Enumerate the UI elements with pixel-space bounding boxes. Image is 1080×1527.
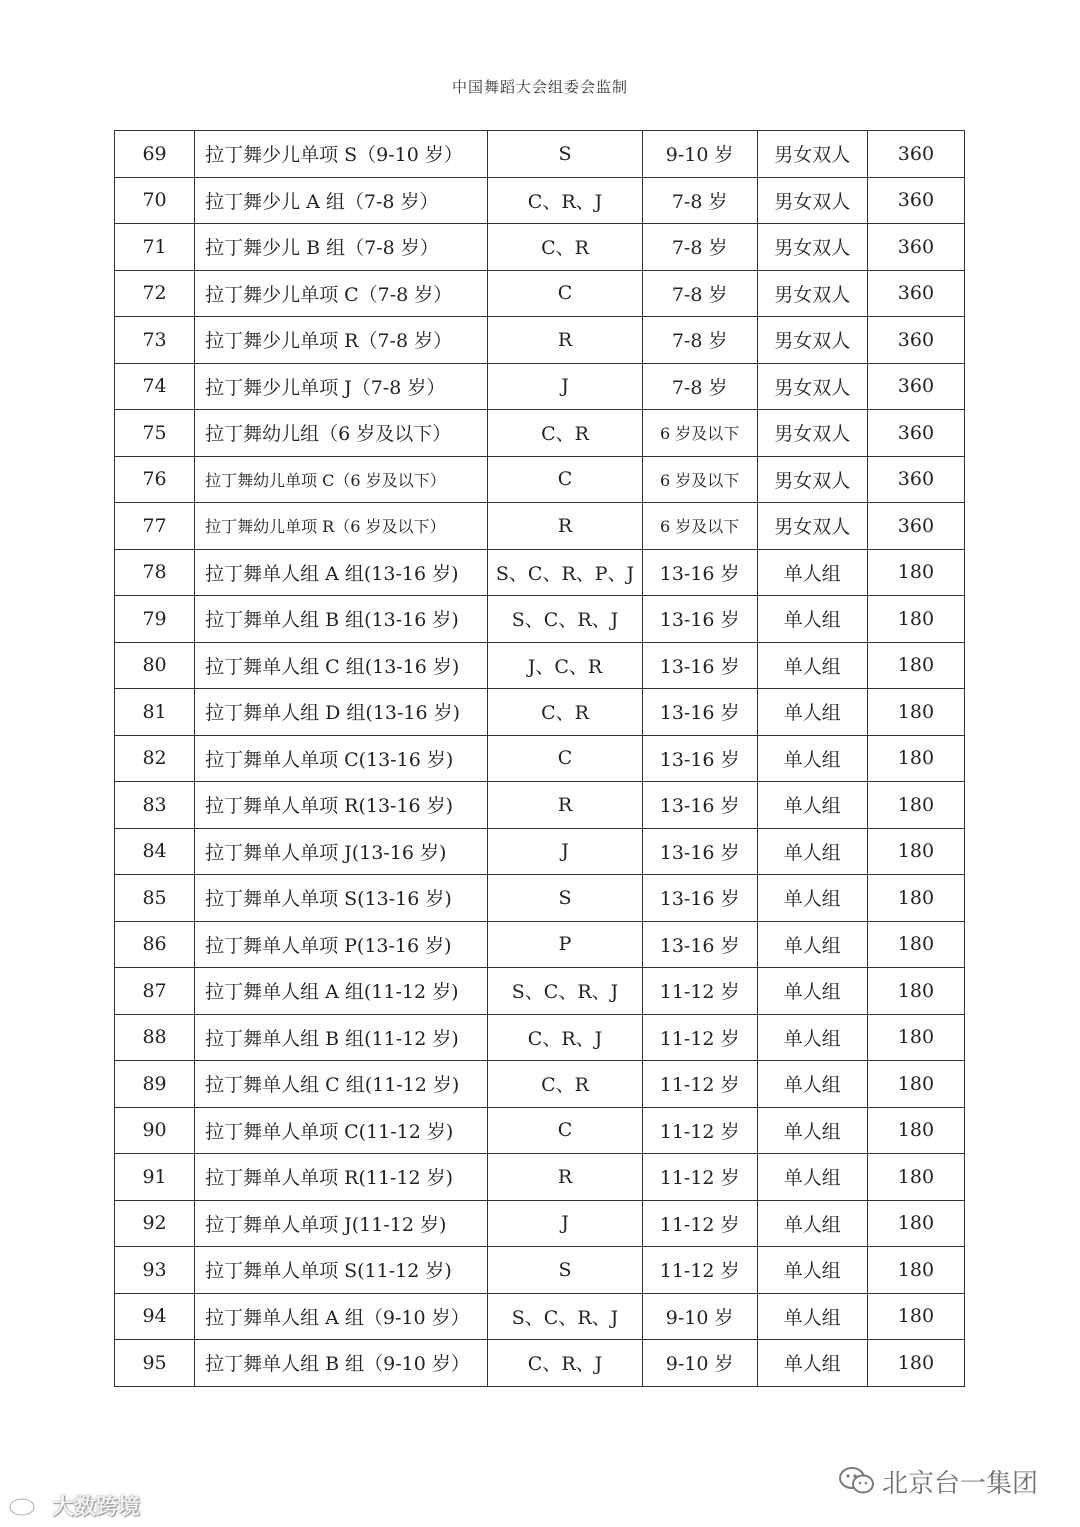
cell-dances: S、C、R、J	[488, 1293, 642, 1340]
cell-age-group: 11-12 岁	[642, 1107, 757, 1154]
cell-group-type: 单人组	[757, 921, 867, 968]
cell-number: 79	[115, 596, 195, 643]
cell-group-type: 男女双人	[757, 131, 867, 178]
cell-fee: 180	[867, 596, 964, 643]
events-table	[114, 130, 965, 1387]
table-row	[115, 503, 965, 550]
cell-fee: 180	[867, 1014, 964, 1061]
table-row	[115, 131, 965, 178]
cell-group-type: 男女双人	[757, 317, 867, 364]
cell-number: 86	[115, 921, 195, 968]
cell-event-name: 拉丁舞单人组 D 组(13-16 岁)	[195, 689, 488, 736]
cell-fee: 360	[867, 503, 964, 550]
cell-event-name: 拉丁舞幼儿单项 R（6 岁及以下）	[195, 503, 488, 550]
table-row	[115, 642, 965, 689]
cell-event-name: 拉丁舞单人单项 S(11-12 岁)	[195, 1247, 488, 1294]
cell-fee: 180	[867, 642, 964, 689]
table-row	[115, 363, 965, 410]
cell-number: 70	[115, 177, 195, 224]
cell-fee: 180	[867, 549, 964, 596]
cell-dances: S、C、R、J	[488, 596, 642, 643]
cell-number: 72	[115, 270, 195, 317]
cell-fee: 180	[867, 828, 964, 875]
cell-age-group: 9-10 岁	[642, 1340, 757, 1387]
table-row	[115, 1340, 965, 1387]
cell-dances: C	[488, 456, 642, 503]
cell-group-type: 单人组	[757, 1014, 867, 1061]
cell-dances: C	[488, 270, 642, 317]
cell-fee: 180	[867, 782, 964, 829]
cell-age-group: 11-12 岁	[642, 1154, 757, 1201]
cell-number: 93	[115, 1247, 195, 1294]
table-row	[115, 177, 965, 224]
cell-fee: 180	[867, 1107, 964, 1154]
watermark-wechat	[838, 1461, 1038, 1501]
cell-fee: 180	[867, 1340, 964, 1387]
table-row	[115, 456, 965, 503]
table-row	[115, 1247, 965, 1294]
cell-fee: 180	[867, 875, 964, 922]
cell-event-name: 拉丁舞少儿单项 S（9-10 岁）	[195, 131, 488, 178]
cell-number: 94	[115, 1293, 195, 1340]
weibo-icon	[8, 1492, 48, 1518]
cell-number: 87	[115, 968, 195, 1015]
table-row	[115, 549, 965, 596]
cell-dances: J	[488, 363, 642, 410]
cell-dances: R	[488, 1154, 642, 1201]
cell-fee: 360	[867, 224, 964, 271]
cell-age-group: 13-16 岁	[642, 642, 757, 689]
cell-group-type: 男女双人	[757, 363, 867, 410]
cell-dances: J	[488, 1200, 642, 1247]
cell-event-name: 拉丁舞少儿单项 C（7-8 岁）	[195, 270, 488, 317]
cell-dances: C	[488, 735, 642, 782]
cell-event-name: 拉丁舞单人单项 S(13-16 岁)	[195, 875, 488, 922]
cell-age-group: 7-8 岁	[642, 363, 757, 410]
cell-group-type: 单人组	[757, 1154, 867, 1201]
cell-fee: 180	[867, 1061, 964, 1108]
cell-dances: P	[488, 921, 642, 968]
cell-dances: J、C、R	[488, 642, 642, 689]
cell-group-type: 单人组	[757, 735, 867, 782]
cell-group-type: 单人组	[757, 1340, 867, 1387]
cell-number: 69	[115, 131, 195, 178]
cell-age-group: 11-12 岁	[642, 1200, 757, 1247]
cell-age-group: 7-8 岁	[642, 177, 757, 224]
cell-age-group: 11-12 岁	[642, 1061, 757, 1108]
cell-age-group: 6 岁及以下	[642, 503, 757, 550]
cell-number: 95	[115, 1340, 195, 1387]
cell-age-group: 13-16 岁	[642, 782, 757, 829]
cell-dances: C、R	[488, 224, 642, 271]
cell-dances: C、R、J	[488, 177, 642, 224]
cell-fee: 360	[867, 317, 964, 364]
cell-fee: 180	[867, 1293, 964, 1340]
cell-event-name: 拉丁舞少儿单项 J（7-8 岁）	[195, 363, 488, 410]
cell-event-name: 拉丁舞单人组 A 组（9-10 岁）	[195, 1293, 488, 1340]
cell-group-type: 单人组	[757, 782, 867, 829]
cell-age-group: 11-12 岁	[642, 968, 757, 1015]
cell-dances: S	[488, 875, 642, 922]
cell-number: 90	[115, 1107, 195, 1154]
cell-group-type: 男女双人	[757, 456, 867, 503]
cell-age-group: 7-8 岁	[642, 224, 757, 271]
cell-group-type: 单人组	[757, 549, 867, 596]
cell-number: 75	[115, 410, 195, 457]
cell-dances: C、R	[488, 689, 642, 736]
events-table-body	[115, 131, 965, 1387]
cell-group-type: 单人组	[757, 1061, 867, 1108]
cell-group-type: 单人组	[757, 689, 867, 736]
cell-fee: 180	[867, 968, 964, 1015]
cell-number: 73	[115, 317, 195, 364]
cell-fee: 360	[867, 363, 964, 410]
cell-group-type: 单人组	[757, 828, 867, 875]
cell-number: 85	[115, 875, 195, 922]
cell-dances: C、R	[488, 410, 642, 457]
cell-group-type: 单人组	[757, 875, 867, 922]
cell-age-group: 11-12 岁	[642, 1247, 757, 1294]
table-row	[115, 317, 965, 364]
cell-event-name: 拉丁舞幼儿组（6 岁及以下）	[195, 410, 488, 457]
cell-fee: 360	[867, 270, 964, 317]
cell-number: 88	[115, 1014, 195, 1061]
table-row	[115, 224, 965, 271]
cell-group-type: 单人组	[757, 596, 867, 643]
table-row	[115, 782, 965, 829]
cell-dances: C、R、J	[488, 1340, 642, 1387]
cell-event-name: 拉丁舞单人单项 R(11-12 岁)	[195, 1154, 488, 1201]
cell-event-name: 拉丁舞单人单项 R(13-16 岁)	[195, 782, 488, 829]
cell-number: 77	[115, 503, 195, 550]
cell-fee: 180	[867, 1247, 964, 1294]
cell-dances: S、C、R、P、J	[488, 549, 642, 596]
table-row	[115, 968, 965, 1015]
cell-dances: J	[488, 828, 642, 875]
cell-number: 92	[115, 1200, 195, 1247]
cell-age-group: 6 岁及以下	[642, 456, 757, 503]
cell-dances: C	[488, 1107, 642, 1154]
cell-fee: 360	[867, 177, 964, 224]
cell-number: 83	[115, 782, 195, 829]
table-row	[115, 1107, 965, 1154]
cell-group-type: 单人组	[757, 1293, 867, 1340]
cell-fee: 180	[867, 689, 964, 736]
cell-group-type: 单人组	[757, 968, 867, 1015]
cell-event-name: 拉丁舞单人单项 C(13-16 岁)	[195, 735, 488, 782]
cell-age-group: 7-8 岁	[642, 270, 757, 317]
cell-dances: S	[488, 131, 642, 178]
cell-dances: C、R、J	[488, 1014, 642, 1061]
cell-number: 81	[115, 689, 195, 736]
cell-dances: R	[488, 782, 642, 829]
cell-fee: 360	[867, 410, 964, 457]
cell-group-type: 男女双人	[757, 270, 867, 317]
cell-event-name: 拉丁舞单人单项 J(13-16 岁)	[195, 828, 488, 875]
cell-number: 89	[115, 1061, 195, 1108]
watermark-wechat-text: 北京台一集团	[882, 1468, 1039, 1499]
cell-group-type: 单人组	[757, 1107, 867, 1154]
cell-age-group: 11-12 岁	[642, 1014, 757, 1061]
cell-age-group: 13-16 岁	[642, 549, 757, 596]
table-row	[115, 875, 965, 922]
cell-age-group: 9-10 岁	[642, 1293, 757, 1340]
table-row	[115, 1154, 965, 1201]
cell-number: 91	[115, 1154, 195, 1201]
cell-fee: 360	[867, 131, 964, 178]
table-row	[115, 596, 965, 643]
table-row	[115, 270, 965, 317]
cell-event-name: 拉丁舞单人组 C 组(13-16 岁)	[195, 642, 488, 689]
cell-event-name: 拉丁舞单人组 A 组(13-16 岁)	[195, 549, 488, 596]
cell-event-name: 拉丁舞单人组 B 组(11-12 岁)	[195, 1014, 488, 1061]
cell-event-name: 拉丁舞单人单项 C(11-12 岁)	[195, 1107, 488, 1154]
cell-group-type: 单人组	[757, 1247, 867, 1294]
cell-dances: R	[488, 503, 642, 550]
cell-dances: C、R	[488, 1061, 642, 1108]
cell-event-name: 拉丁舞少儿单项 R（7-8 岁）	[195, 317, 488, 364]
cell-dances: S	[488, 1247, 642, 1294]
cell-group-type: 单人组	[757, 1200, 867, 1247]
table-row	[115, 921, 965, 968]
cell-number: 76	[115, 456, 195, 503]
cell-group-type: 男女双人	[757, 503, 867, 550]
watermark-weibo	[8, 1490, 140, 1520]
cell-age-group: 13-16 岁	[642, 596, 757, 643]
table-row	[115, 689, 965, 736]
cell-event-name: 拉丁舞单人组 B 组(13-16 岁)	[195, 596, 488, 643]
cell-number: 71	[115, 224, 195, 271]
cell-event-name: 拉丁舞单人组 A 组(11-12 岁)	[195, 968, 488, 1015]
table-row	[115, 735, 965, 782]
table-row	[115, 1061, 965, 1108]
cell-age-group: 13-16 岁	[642, 875, 757, 922]
table-row	[115, 1200, 965, 1247]
cell-age-group: 13-16 岁	[642, 689, 757, 736]
cell-number: 80	[115, 642, 195, 689]
cell-event-name: 拉丁舞单人组 B 组（9-10 岁）	[195, 1340, 488, 1387]
cell-age-group: 13-16 岁	[642, 735, 757, 782]
cell-age-group: 9-10 岁	[642, 131, 757, 178]
cell-number: 82	[115, 735, 195, 782]
cell-fee: 180	[867, 1154, 964, 1201]
table-row	[115, 1293, 965, 1340]
cell-group-type: 男女双人	[757, 410, 867, 457]
cell-fee: 180	[867, 921, 964, 968]
cell-dances: R	[488, 317, 642, 364]
cell-number: 74	[115, 363, 195, 410]
cell-age-group: 13-16 岁	[642, 921, 757, 968]
watermark-weibo-text: 大数跨境	[52, 1494, 141, 1520]
wechat-icon	[838, 1466, 876, 1496]
cell-group-type: 男女双人	[757, 224, 867, 271]
cell-group-type: 单人组	[757, 642, 867, 689]
cell-number: 84	[115, 828, 195, 875]
cell-event-name: 拉丁舞单人单项 J(11-12 岁)	[195, 1200, 488, 1247]
page-header: 中国舞蹈大会组委会监制	[451, 78, 628, 96]
table-row	[115, 410, 965, 457]
cell-event-name: 拉丁舞单人单项 P(13-16 岁)	[195, 921, 488, 968]
table-row	[115, 1014, 965, 1061]
cell-event-name: 拉丁舞少儿 A 组（7-8 岁）	[195, 177, 488, 224]
cell-fee: 180	[867, 735, 964, 782]
cell-group-type: 男女双人	[757, 177, 867, 224]
cell-event-name: 拉丁舞单人组 C 组(11-12 岁)	[195, 1061, 488, 1108]
cell-number: 78	[115, 549, 195, 596]
cell-age-group: 13-16 岁	[642, 828, 757, 875]
cell-fee: 180	[867, 1200, 964, 1247]
cell-event-name: 拉丁舞幼儿单项 C（6 岁及以下）	[195, 456, 488, 503]
cell-event-name: 拉丁舞少儿 B 组（7-8 岁）	[195, 224, 488, 271]
cell-dances: S、C、R、J	[488, 968, 642, 1015]
cell-fee: 360	[867, 456, 964, 503]
table-row	[115, 828, 965, 875]
cell-age-group: 7-8 岁	[642, 317, 757, 364]
cell-age-group: 6 岁及以下	[642, 410, 757, 457]
